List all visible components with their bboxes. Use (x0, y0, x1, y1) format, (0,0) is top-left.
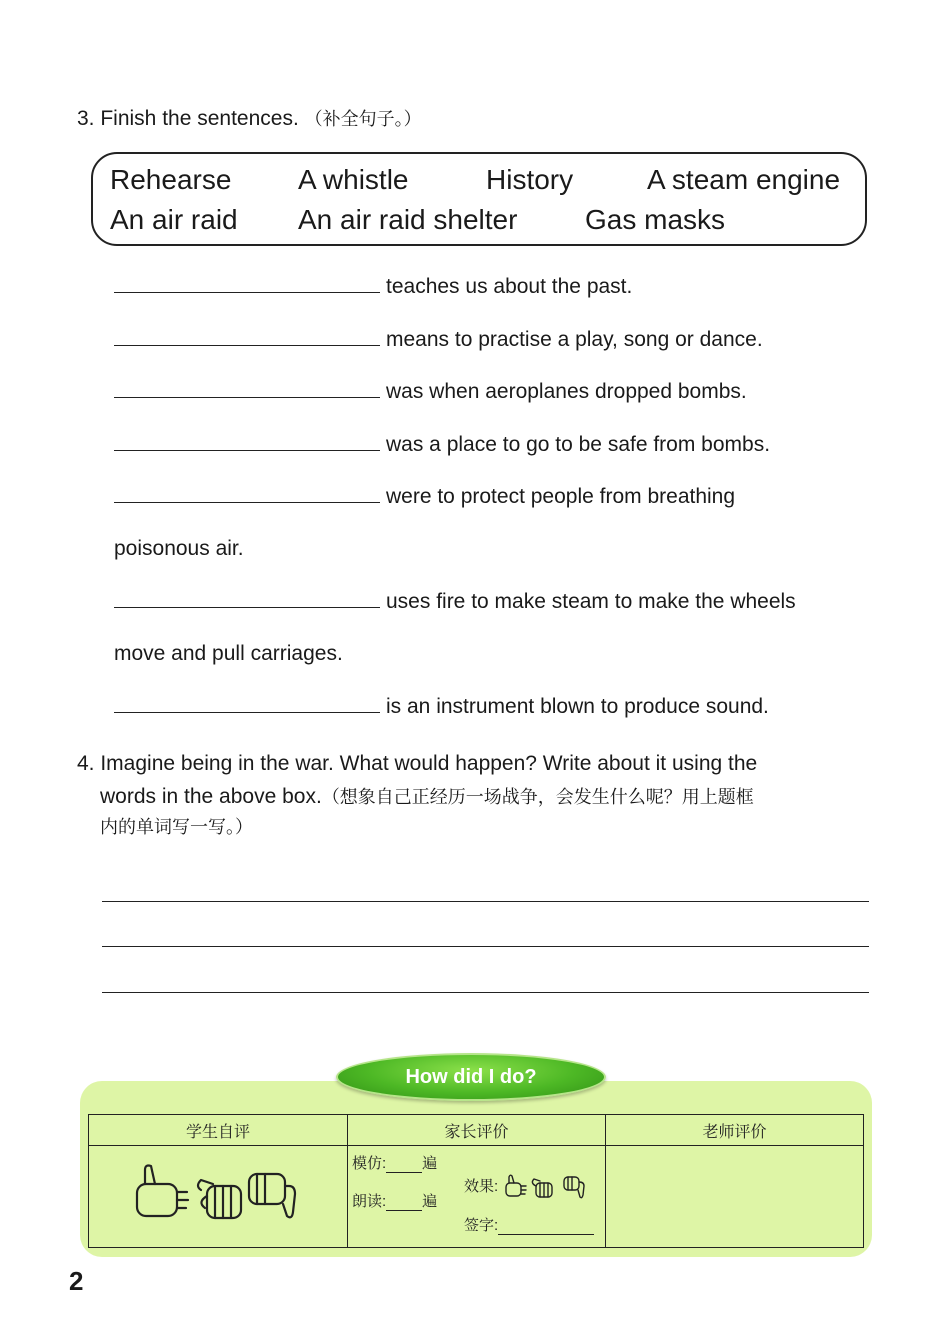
thumbs-down-small-icon[interactable] (564, 1177, 584, 1198)
answer-blank-2[interactable] (114, 325, 380, 346)
thumbs-up-icon[interactable] (137, 1166, 188, 1217)
sentence-7: is an instrument blown to produce sound. (114, 692, 769, 721)
parent-signature-blank[interactable] (498, 1217, 594, 1235)
word-steam-engine: A steam engine (647, 164, 841, 195)
answer-blank-1[interactable] (114, 272, 380, 293)
word-rehearse: Rehearse (110, 164, 232, 195)
answer-blank-7[interactable] (114, 692, 380, 713)
parent-rating-icons (502, 1172, 594, 1202)
q3-title: 3. Finish the sentences. (77, 107, 299, 130)
sign-row: 签字: (464, 1214, 594, 1235)
header-parent: 家长评价 (347, 1115, 605, 1146)
sentence-5-continued: poisonous air. (114, 537, 244, 560)
header-teacher: 老师评价 (605, 1115, 863, 1146)
sentence-3: was when aeroplanes dropped bombs. (114, 377, 747, 406)
q3-heading (77, 105, 422, 133)
word-air-raid: An air raid (110, 204, 238, 235)
thumbs-up-small-icon[interactable] (506, 1175, 526, 1196)
q3-title-cn: （补全句子。） (304, 109, 422, 129)
writing-line-1[interactable] (102, 901, 869, 902)
imitate-row: 模仿: 遍 (351, 1155, 438, 1172)
writing-line-2[interactable] (102, 946, 869, 947)
thumbs-down-icon[interactable] (249, 1174, 295, 1217)
effect-row: 效果: (464, 1172, 594, 1202)
sentence-6-continued: move and pull carriages. (114, 642, 343, 665)
q4-line-1: 4. Imagine being in the war. What would happen? Write about it using the (77, 752, 758, 775)
sentence-1: teaches us about the past. (114, 272, 632, 301)
how-did-i-do-banner: How did I do? (336, 1053, 606, 1101)
ok-hand-icon[interactable] (198, 1180, 241, 1218)
student-eval-cell (89, 1146, 348, 1248)
word-air-raid-shelter: An air raid shelter (298, 204, 518, 235)
q4-line-2: words in the above box.（想象自己正经历一场战争，会发生什么呢？用上题框 (100, 785, 754, 808)
answer-blank-5[interactable] (114, 482, 380, 503)
page-number: 2 (69, 1266, 84, 1296)
writing-line-3[interactable] (102, 992, 869, 993)
answer-blank-4[interactable] (114, 430, 380, 451)
sentence-5: were to protect people from breathing (114, 482, 735, 511)
sentence-4: was a place to go to be safe from bombs. (114, 430, 770, 459)
answer-blank-3[interactable] (114, 377, 380, 398)
word-history: History (486, 164, 574, 195)
imitate-count-blank[interactable] (386, 1155, 422, 1173)
sentence-6: uses fire to make steam to make the wheels (114, 587, 796, 616)
read-row: 朗读: 遍 (351, 1193, 438, 1210)
q4-line-3: 内的单词写一写。） (100, 817, 253, 837)
teacher-eval-cell[interactable] (605, 1146, 863, 1248)
sentence-2: means to practise a play, song or dance. (114, 325, 763, 354)
parent-eval-cell (347, 1146, 605, 1248)
evaluation-table (88, 1114, 864, 1248)
student-rating-icons (89, 1146, 345, 1242)
word-whistle: A whistle (298, 164, 409, 195)
read-count-blank[interactable] (386, 1193, 422, 1211)
word-gas-masks: Gas masks (585, 204, 726, 235)
ok-hand-small-icon[interactable] (533, 1179, 553, 1197)
answer-blank-6[interactable] (114, 587, 380, 608)
header-student: 学生自评 (89, 1115, 348, 1146)
